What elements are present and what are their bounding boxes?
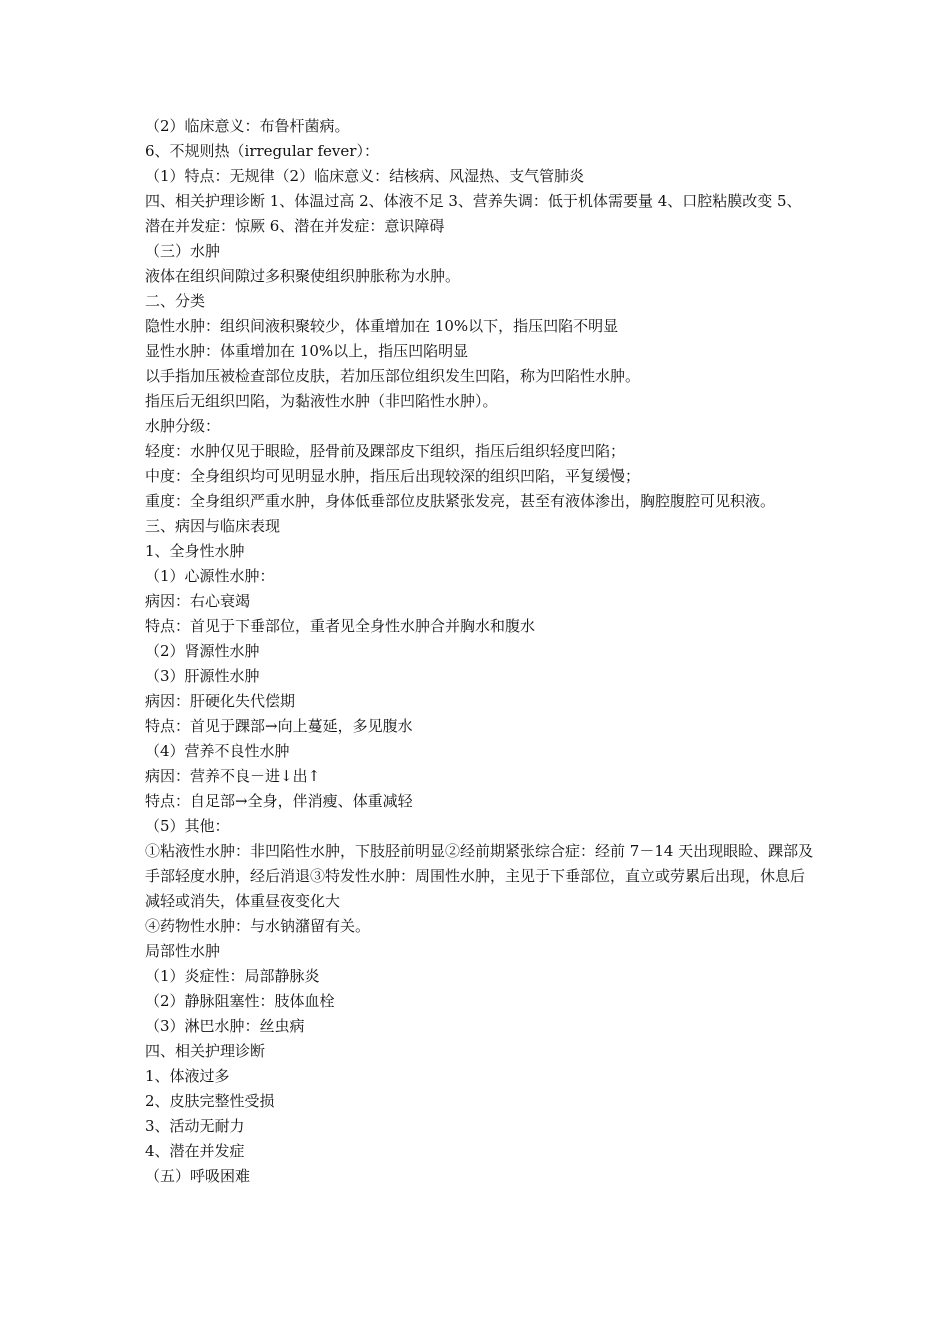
grade-severe: 重度：全身组织严重水肿，身体低垂部位皮肤紧张发亮，甚至有液体渗出，胸腔腹腔可见积液。 (145, 492, 776, 510)
text-line: 病因：肝硬化失代偿期 (145, 692, 296, 710)
text-line: （3）淋巴水肿：丝虫病 (145, 1017, 305, 1035)
text-line: ④药物性水肿：与水钠潴留有关。 (145, 917, 371, 935)
heading-local-edema: 局部性水肿 (145, 942, 221, 960)
heading-edema: （三）水肿 (145, 242, 221, 260)
other-edema-paragraph: ①粘液性水肿：非凹陷性水肿，下肢胫前明显②经前期紧张综合症：经前 7－14 天出现眼睑、踝部及手部轻度水肿，经后消退③特发性水肿：周围性水肿，主见于下垂部位，直立或劳累后出现，休息后减轻或消失，体重昼夜变化大 (145, 842, 814, 910)
text-line: 特点：首见于踝部→向上蔓延，多见腹水 (145, 717, 413, 735)
edema-definition: 液体在组织间隙过多积聚使组织肿胀称为水肿。 (145, 267, 461, 285)
heading-dyspnea: （五）呼吸困难 (145, 1167, 251, 1185)
text-line: 特点：首见于下垂部位，重者见全身性水肿合并胸水和腹水 (145, 617, 536, 635)
heading-other: （5）其他： (145, 817, 230, 835)
grade-mild: 轻度：水肿仅见于眼睑，胫骨前及踝部皮下组织，指压后组织轻度凹陷； (145, 442, 626, 460)
text-line: （2）临床意义：布鲁杆菌病。 (145, 117, 350, 135)
grade-moderate: 中度：全身组织均可见明显水肿，指压后出现较深的组织凹陷，平复缓慢； (145, 467, 641, 485)
text-line: 特点：自足部→全身，伴消瘦、体重减轻 (145, 792, 413, 810)
heading-malnutrition-edema: （4）营养不良性水肿 (145, 742, 290, 760)
heading-nursing-diagnosis: 四、相关护理诊断 (145, 1042, 266, 1060)
nursing-diagnosis-paragraph: 四、相关护理诊断 1、体温过高 2、体液不足 3、营养失调：低于机体需要量 4、口腔粘膜改变 5、潜在并发症：惊厥 6、潜在并发症：意识障碍 (145, 192, 802, 235)
text-line: 指压后无组织凹陷，为黏液性水肿（非凹陷性水肿）。 (145, 392, 498, 410)
text-line: 病因：右心衰竭 (145, 592, 251, 610)
heading-systemic-edema: 1、全身性水肿 (145, 542, 245, 560)
document-body (145, 114, 815, 1189)
text-line: 病因：营养不良－进↓出↑ (145, 767, 321, 785)
list-item: 2、皮肤完整性受损 (145, 1092, 275, 1110)
heading-hepatic-edema: （3）肝源性水肿 (145, 667, 260, 685)
heading-cardiac-edema: （1）心源性水肿： (145, 567, 275, 585)
heading-classification: 二、分类 (145, 292, 206, 310)
text-line: （1）特点：无规律（2）临床意义：结核病、风湿热、支气管肺炎 (145, 167, 585, 185)
text-line: 以手指加压被检查部位皮肤，若加压部位组织发生凹陷，称为凹陷性水肿。 (145, 367, 641, 385)
text-line: 隐性水肿：组织间液积聚较少，体重增加在 10%以下，指压凹陷不明显 (145, 317, 619, 335)
heading-edema-grading: 水肿分级： (145, 417, 221, 435)
heading-causes: 三、病因与临床表现 (145, 517, 281, 535)
text-line: （2）静脉阻塞性：肢体血栓 (145, 992, 335, 1010)
text-line: 显性水肿：体重增加在 10%以上，指压凹陷明显 (145, 342, 469, 360)
heading-irregular-fever: 6、不规则热（irregular fever）： (145, 142, 379, 160)
heading-renal-edema: （2）肾源性水肿 (145, 642, 260, 660)
list-item: 4、潜在并发症 (145, 1142, 245, 1160)
text-line: （1）炎症性：局部静脉炎 (145, 967, 320, 985)
list-item: 3、活动无耐力 (145, 1117, 245, 1135)
list-item: 1、体液过多 (145, 1067, 230, 1085)
